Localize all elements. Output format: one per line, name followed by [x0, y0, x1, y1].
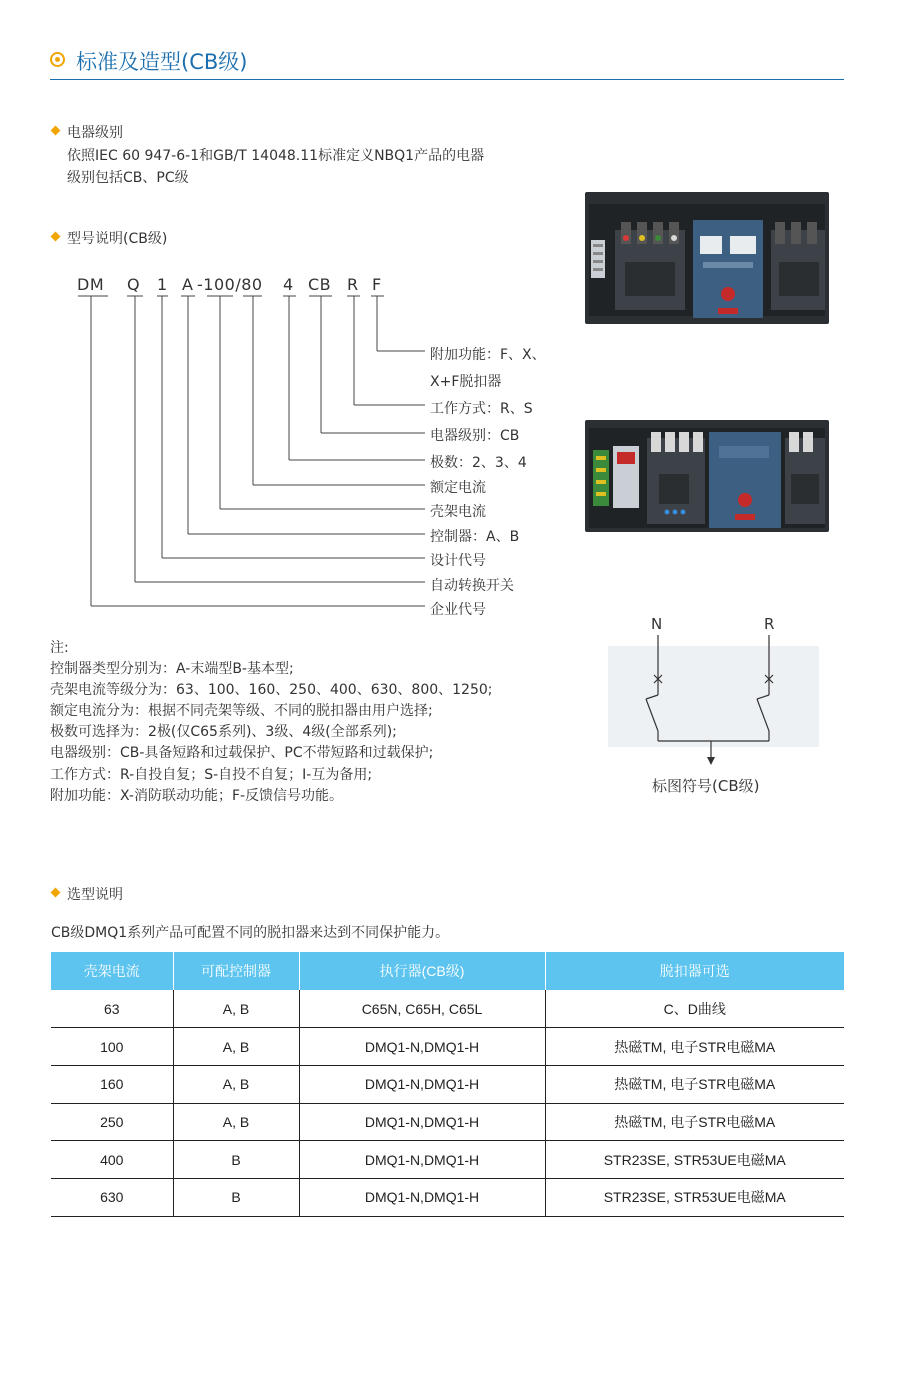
- note-line: 工作方式：R-自投自复；S-自投不自复；I-互为备用;: [50, 766, 373, 783]
- label-extra-function-cont: X+F脱扣器: [430, 374, 502, 390]
- table-row: [51, 1141, 844, 1179]
- header-frame-current: 壳架电流: [51, 952, 173, 990]
- cell-actuator: DMQ1-N,DMQ1-H: [299, 1103, 545, 1141]
- label-controller: 控制器：A、B: [430, 529, 520, 545]
- note-line: 控制器类型分别为：A-末端型B-基本型;: [50, 661, 294, 678]
- table-row: [51, 1065, 844, 1103]
- cell-trip-unit: 热磁TM, 电子STR电磁MA: [545, 1103, 844, 1141]
- code-part-q: Q: [127, 275, 141, 294]
- symbol-caption: 标图符号(CB级): [652, 777, 760, 795]
- cell-trip-unit: STR23SE, STR53UE电磁MA: [545, 1178, 844, 1216]
- code-part-a: A: [182, 275, 194, 294]
- note-line: 附加功能：X-消防联动功能；F-反馈信号功能。: [50, 787, 344, 804]
- table-row: [51, 1028, 844, 1066]
- note-line: 额定电流分为：根据不同壳架等级、不同的脱扣器由用户选择;: [50, 703, 433, 720]
- code-part-poles: 4: [283, 275, 294, 294]
- cell-actuator: C65N, C65H, C65L: [299, 990, 545, 1028]
- table-row: [51, 1178, 844, 1216]
- cell-frame-current: 630: [51, 1178, 173, 1216]
- note-line: 壳架电流等级分为：63、100、160、250、400、630、800、1250;: [50, 682, 493, 699]
- code-part-f: F: [372, 275, 382, 294]
- cell-trip-unit: STR23SE, STR53UE电磁MA: [545, 1141, 844, 1179]
- code-part-cb: CB: [308, 275, 332, 294]
- bullet-diamond-icon: [51, 888, 61, 898]
- notes-block: [50, 638, 493, 807]
- label-poles: 极数：2、3、4: [430, 455, 527, 471]
- label-extra-function: 附加功能：F、X、: [430, 347, 546, 363]
- section-heading-grade: 电器级别: [67, 125, 123, 141]
- label-work-mode: 工作方式：R、S: [430, 401, 533, 417]
- note-line: 电器级别：CB-具备短路和过载保护、PC不带短路和过载保护;: [50, 745, 434, 762]
- cell-controller: A, B: [173, 990, 299, 1028]
- cell-frame-current: 250: [51, 1103, 173, 1141]
- cell-trip-unit: 热磁TM, 电子STR电磁MA: [545, 1065, 844, 1103]
- note-line: 极数可选择为：2极(仅C65系列)、3级、4级(全部系列);: [50, 724, 397, 741]
- grade-text-line-1: 依照IEC 60 947-6-1和GB/T 14048.11标准定义NBQ1产品的电器: [67, 148, 485, 164]
- code-part-r: R: [347, 275, 359, 294]
- cell-controller: A, B: [173, 1065, 299, 1103]
- label-frame-current: 壳架电流: [430, 504, 486, 520]
- selection-intro: CB级DMQ1系列产品可配置不同的脱扣器来达到不同保护能力。: [51, 925, 450, 941]
- table-row: [51, 990, 844, 1028]
- grade-text-line-2: 级别包括CB、PC级: [67, 170, 189, 186]
- page-title: 标准及造型(CB级): [76, 50, 248, 74]
- header-controller: 可配控制器: [173, 952, 299, 990]
- cell-actuator: DMQ1-N,DMQ1-H: [299, 1065, 545, 1103]
- cell-actuator: DMQ1-N,DMQ1-H: [299, 1178, 545, 1216]
- cell-actuator: DMQ1-N,DMQ1-H: [299, 1028, 545, 1066]
- section-heading-selection: 选型说明: [67, 887, 123, 903]
- label-rated-current: 额定电流: [430, 480, 486, 496]
- cell-actuator: DMQ1-N,DMQ1-H: [299, 1141, 545, 1179]
- product-photo-a: [585, 192, 829, 324]
- product-photo-b: [585, 420, 829, 532]
- label-ats: 自动转换开关: [430, 578, 514, 594]
- code-part-dm: DM: [77, 275, 105, 294]
- cell-trip-unit: C、D曲线: [545, 990, 844, 1028]
- code-part-1: 1: [157, 275, 168, 294]
- label-design-code: 设计代号: [430, 553, 486, 569]
- cell-controller: B: [173, 1178, 299, 1216]
- label-grade: 电器级别：CB: [430, 428, 520, 444]
- switch-symbol-diagram: [600, 635, 830, 770]
- symbol-label-n: N: [651, 615, 663, 633]
- cell-frame-current: 63: [51, 990, 173, 1028]
- cell-controller: A, B: [173, 1103, 299, 1141]
- header-actuator: 执行器(CB级): [299, 952, 545, 990]
- selection-table: [51, 952, 844, 1217]
- cell-trip-unit: 热磁TM, 电子STR电磁MA: [545, 1028, 844, 1066]
- header-trip-unit: 脱扣器可选: [545, 952, 844, 990]
- symbol-label-r: R: [764, 615, 775, 633]
- cell-frame-current: 160: [51, 1065, 173, 1103]
- cell-controller: B: [173, 1141, 299, 1179]
- table-row: [51, 1103, 844, 1141]
- cell-controller: A, B: [173, 1028, 299, 1066]
- cell-frame-current: 400: [51, 1141, 173, 1179]
- notes-title: 注:: [50, 640, 69, 656]
- cell-frame-current: 100: [51, 1028, 173, 1066]
- table-header-row: [51, 952, 844, 990]
- code-part-current: -100/80: [197, 275, 263, 294]
- label-company-code: 企业代号: [430, 602, 486, 618]
- section-heading-model: 型号说明(CB级): [67, 231, 168, 247]
